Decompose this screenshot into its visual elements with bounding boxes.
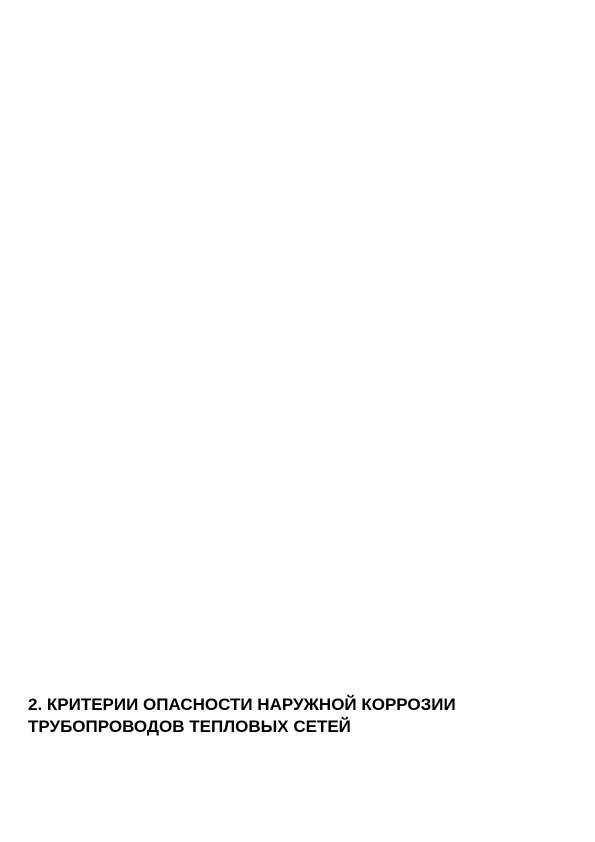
section-heading [28,694,568,738]
section-heading-line-2: ТРУБОПРОВОДОВ ТЕПЛОВЫХ СЕТЕЙ [28,717,351,736]
section-heading-line-1: 2. КРИТЕРИИ ОПАСНОСТИ НАРУЖНОЙ КОРРОЗИИ [28,695,456,714]
